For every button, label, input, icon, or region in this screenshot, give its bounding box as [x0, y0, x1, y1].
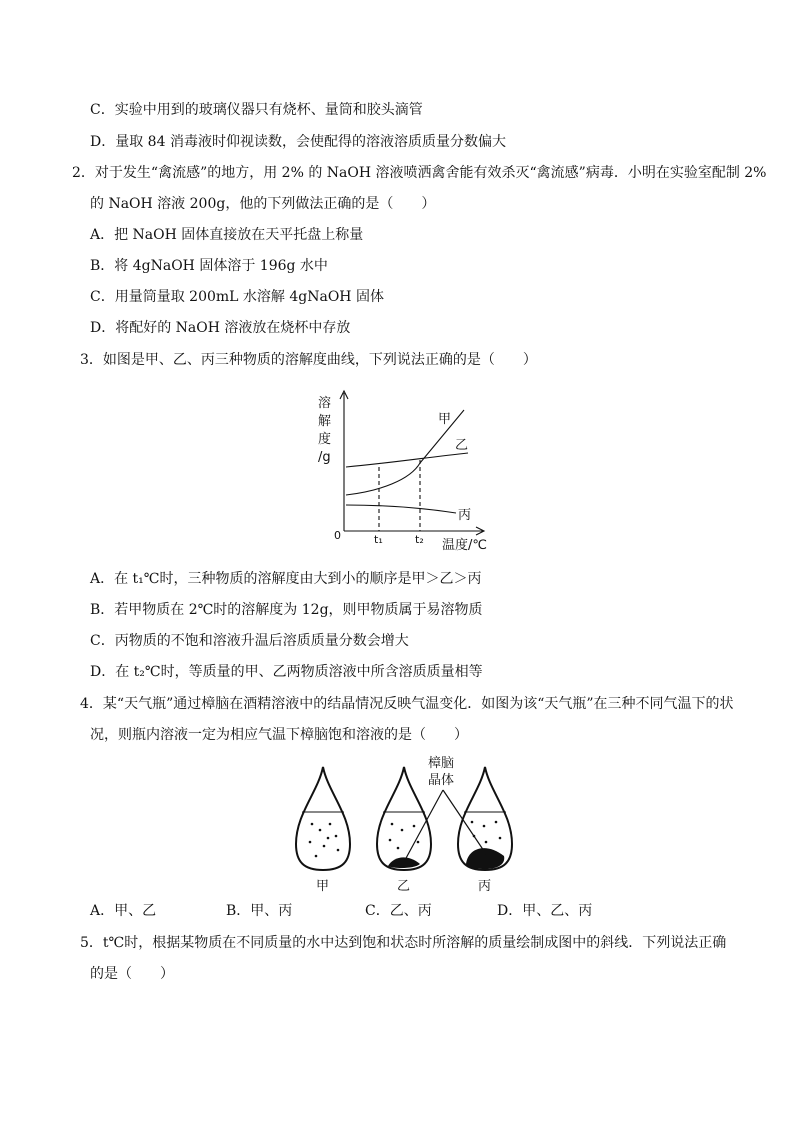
- curve-bing: [346, 505, 456, 513]
- q2-stem-line2: 的 NaOH 溶液 200g，他的下列做法正确的是（ ）: [90, 196, 436, 212]
- q1-option-c: C．实验中用到的玻璃仪器只有烧杯、量筒和胶头滴管: [90, 102, 423, 118]
- series-label-jia: 甲: [438, 412, 452, 427]
- q3-option-a: A．在 t₁℃时，三种物质的溶解度由大到小的顺序是甲＞乙＞丙: [90, 571, 482, 587]
- q3-option-b: B．若甲物质在 2℃时的溶解度为 12g，则甲物质属于易溶物质: [90, 602, 483, 618]
- bottle-jia: [296, 767, 350, 870]
- q4-option-a: A．甲、乙: [90, 903, 157, 919]
- series-label-bing: 丙: [458, 508, 472, 523]
- bottle-label-bing: 丙: [478, 879, 492, 894]
- x-axis-label: 温度/℃: [442, 538, 487, 553]
- t2-label: t₂: [415, 533, 424, 546]
- weather-bottle-figure: [290, 752, 520, 894]
- q2-option-a: A．把 NaOH 固体直接放在天平托盘上称量: [90, 227, 364, 243]
- q1-option-d: D．量取 84 消毒液时仰视读数，会使配得的溶液溶质质量分数偏大: [90, 134, 506, 150]
- q5-stem-line1: 5．t℃时，根据某物质在不同质量的水中达到饱和状态时所溶解的质量绘制成图中的斜线．下列说法正确: [80, 935, 727, 951]
- y-label-3: 度: [318, 432, 332, 447]
- crystal-label-line2: 晶体: [428, 773, 455, 788]
- q2-stem-line1: 2．对于发生“禽流感”的地方，用 2% 的 NaOH 溶液喷洒禽舍能有效杀灭“禽流感”病毒．小明在实验室配制 2%: [72, 165, 767, 181]
- q4-option-c: C．乙、丙: [365, 903, 432, 919]
- bottle-label-jia: 甲: [316, 879, 330, 894]
- crystal-label-line1: 樟脑: [428, 756, 455, 771]
- q2-option-d: D．将配好的 NaOH 溶液放在烧杯中存放: [90, 320, 351, 336]
- y-label-4: /g: [318, 450, 331, 465]
- y-label-1: 溶: [318, 396, 332, 411]
- solubility-curve-figure: [310, 385, 500, 560]
- q2-option-c: C．用量筒量取 200mL 水溶解 4gNaOH 固体: [90, 289, 384, 305]
- q4-stem-line1: 4．某“天气瓶”通过樟脑在酒精溶液中的结晶情况反映气温变化．如图为该“天气瓶”在三种不同气温下的状: [80, 696, 734, 712]
- q4-stem-line2: 况，则瓶内溶液一定为相应气温下樟脑饱和溶液的是（ ）: [90, 727, 468, 743]
- bottle-label-yi: 乙: [397, 879, 411, 894]
- q4-option-d: D．甲、乙、丙: [497, 903, 593, 919]
- series-label-yi: 乙: [455, 438, 469, 453]
- curve-yi: [346, 453, 468, 467]
- q3-option-d: D．在 t₂℃时，等质量的甲、乙两物质溶液中所含溶质质量相等: [90, 664, 483, 680]
- t1-label: t₁: [374, 533, 383, 546]
- y-label-2: 解: [318, 414, 332, 429]
- q3-stem: 3．如图是甲、乙、丙三种物质的溶解度曲线，下列说法正确的是（ ）: [80, 352, 537, 368]
- origin-label: 0: [334, 529, 341, 542]
- q2-option-b: B．将 4gNaOH 固体溶于 196g 水中: [90, 258, 328, 274]
- q4-option-b: B．甲、丙: [226, 903, 293, 919]
- q3-option-c: C．丙物质的不饱和溶液升温后溶质质量分数会增大: [90, 633, 409, 649]
- bottle-yi: [377, 767, 431, 870]
- q5-stem-line2: 的是（ ）: [90, 966, 174, 982]
